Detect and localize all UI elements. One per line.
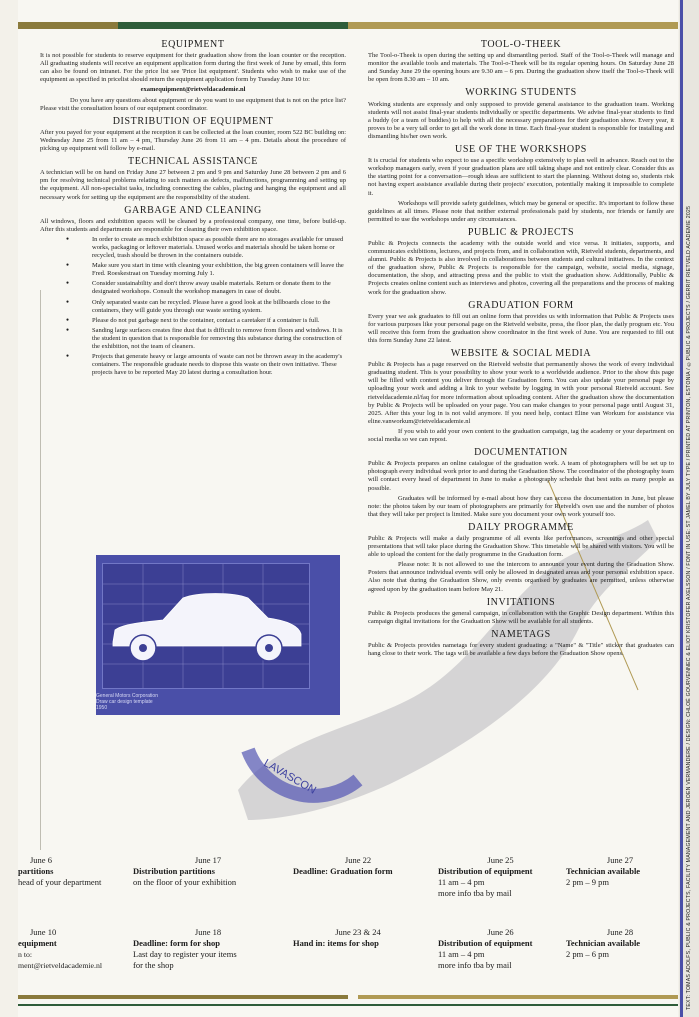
working-heading: WORKING STUDENTS <box>465 87 577 99</box>
workshops-heading: USE OF THE WORKSHOPS <box>455 144 587 156</box>
documentation-text: Public & Projects prepares an online catalogue of the graduation work. A team of photographers will be set up to photograph every individual work prior to and during the Graduation Show. The coordinator of the photography team will contact every head of department in June to make a photography schedule that best suits as many people as possible. <box>368 460 674 492</box>
website-heading: WEBSITE & SOCIAL MEDIA <box>450 348 592 360</box>
blue-edge-strip <box>680 0 683 1017</box>
timeline-item: June 25 Distribution of equipment 11 am – 4 pm more info tba by mail <box>438 855 533 898</box>
technical-text: A technician will be on hand on Friday June 27 between 2 pm and 9 pm and Saturday June 28 between 2 pm and 6 pm for resolving technical problems relating to such matters as defects, malfunctions, programming and setting up the equipment. All non-specialist tasks, including connecting the cables, placing and hanging the equipment and all necessary work for setting up the equipment are the responsibility of the student. <box>40 169 346 201</box>
svg-text:LAVASCON: LAVASCON <box>261 757 318 797</box>
timeline-item: June 26 Distribution of equipment 11 am – 4 pm more info tba by mail <box>438 927 533 970</box>
bottom-bar-gold <box>358 995 678 999</box>
list-item: ● Consider sustainability and don't throw away usable materials. Return or donate them to the designated workshops. Consult the workshop managers in case of doubt. <box>92 280 346 296</box>
top-bar-green <box>118 22 348 29</box>
nametags-text: Public & Projects provides nametags for every student graduating: a "Name" & "Title" sticker that graduates can hang close to their work. The tags will be available a few days before the Graduation Show opens. <box>368 642 674 658</box>
form-text: Every year we ask graduates to fill out an online form that provides us with information that Public & Projects uses for various purposes like your personal page on the Rietveld website, press, the floor plan, the daily program etc. You will receive this form from the graduation show coordinator in the first week of June. You are requested to fill out this form Sunday June 22 latest. <box>368 312 674 344</box>
timeline-item: June 10 equipment n to: ment@rietveldacademie.nl <box>18 927 103 970</box>
list-item: ● Make sure you start in time with cleaning your exhibition, the big green containers will leave the Fred. Roeskestraat on Tuesday morning July 1. <box>92 262 346 278</box>
website-text-2: If you wish to add your own content to the graduation campaign, tag the academy or your department on social media so we can repost. <box>368 427 674 444</box>
bottom-line-green <box>18 1004 678 1006</box>
daily-text: Public & Projects will make a daily programme of all events like performances, screenings and other special presentations that will take place during the Graduation Show. This timetable will be shared with visitors. You will be able to upload the content for the daily programme in the Graduation form. <box>368 534 674 559</box>
distribution-text: After you payed for your equipment at the reception it can be collected at the loan counter, room 522 BC building on: Wednesday June 25 from 11 am – 4 pm, Thursday June 26 from 11 am – 4 pm. Details about the procedure of picking up equipment will follow by e-mail. <box>40 128 346 153</box>
garbage-text: All windows, floors and exhibition spaces will be cleaned by a professional company, one time, before build-up. After this students and departments are responsible for cleaning their own exhibition space. <box>40 217 346 233</box>
timeline-item: June 18 Deadline: form for shop Last day to register your items for the shop <box>133 927 237 970</box>
vertical-credit-text: TEXT: TOMAS ADOLFS, PUBLIC & PROJECTS, FACILITY MANAGEMENT AND JEROEN VERMANDERE / DESIGN: CHLOÉ GOURVENNEC & ELIOT KRISTOFER AXELSSON / FONT IN USE: ST JAMEL BY JULY TYPE / PRINTED AT PRINTON, ESTONIA / ©PUBLIC & PROJECTS / GERRIT RIETVELD ACADEMIE 2025 <box>686 205 692 1010</box>
form-heading: GRADUATION FORM <box>468 299 574 311</box>
bottom-bar-olive <box>18 995 348 999</box>
documentation-text-2: Graduates will be informed by e-mail about how they can access the documentation in June, but please note: the photos taken by our team of photographers are primarily for Rietveld's own use and the number of photos that they will take per project is limited. Make sure you document your own work yourself too. <box>368 494 674 518</box>
nametags-heading: NAMETAGS <box>491 628 551 640</box>
car-blueprint-image <box>96 555 340 715</box>
daily-text-2: Please note: It is not allowed to use the intercom to announce your event during the Graduation Show. Posters that announce individual events will only be allowed in designated areas and your personal exhibition space. Also note that during the Graduation Show, only events organised by graduates are permitted, unless otherwise agreed upon by the graduation team before May 21. <box>368 561 674 593</box>
documentation-heading: DOCUMENTATION <box>474 447 568 459</box>
equipment-text: It is not possible for students to reserve equipment for their graduation show from the loan counter or the reception. All graduating students will receive an equipment application form during the first week of June by email, this form can also be found on intranet. For the price list see 'Price list equipment'. Students who wish to make use of the equipment as specified in pricelist should return the equipment application form by Tuesday June 10 to: <box>40 52 346 84</box>
equipment-heading: EQUIPMENT <box>161 39 225 50</box>
website-text: Public & Projects has a page reserved on the Rietveld website that permanently shows the work of every individual graduating student. This is your possibility to show your work to a worldwide audience. Prior to the show this page will be filled with content you deliver through the Graduation form. You can also update your personal page by uploading your work and adding a link to your website by logging in with your personal Rietveld account. See rietveldacademie.nl/faq for more information about uploading content. After the graduation show the documentation by Public & Projects will be uploaded on your page. You can make changes to your personal page until August 31, 2025. After this your log in is not valid anymore. If you need help, contact Eline van Workum for assistance via eline.vanworkum@rietveldacademie.nl <box>368 361 674 425</box>
invitations-text: Public & Projects produces the general campaign, in collaboration with the Graphic Design department. Within this campaign digital invitations for the Graduation Show will be available for all students. <box>368 609 674 625</box>
public-heading: PUBLIC & PROJECTS <box>467 226 575 238</box>
tool-text: The Tool-o-Theek is open during the setting up and dismantling period. Staff of the Tool-o-Theek will manage and monitor the available tools and materials. The Tool-o-Theek will be its regular opening hours. On Saturday June 28 and Sunday June 29 the opening hours are 9.30 am – 6 pm. During the graduation show itself the Tool-o-Theek will be open from 8.30 am – 10 am. <box>368 52 674 84</box>
garbage-heading: GARBAGE AND CLEANING <box>124 204 262 216</box>
daily-heading: DAILY PROGRAMME <box>468 521 574 533</box>
invitations-heading: INVITATIONS <box>486 596 556 608</box>
poster-page <box>18 0 678 1017</box>
workshops-text-2: Workshops will provide safety guidelines, which may be general or specific. It's important to follow these guidelines at all times. Please note that neither external professionals paid by students, nor friends or family are permitted to use the workshops under any circumstances. <box>368 199 674 223</box>
list-item: ● Sanding large surfaces creates fine dust that is difficult to remove from floors and windows. It is the student in question that is responsible for removing this substance during the construction of the exhibition, not the team of cleaners. <box>92 327 346 351</box>
garbage-list <box>40 236 346 378</box>
top-bar-olive <box>18 22 118 29</box>
distribution-heading: DISTRIBUTION OF EQUIPMENT <box>112 115 274 127</box>
equipment-text-2: Do you have any questions about equipment or do you want to use equipment that is not on the price list? Please visit the consultation hours of our equipment coordinator. <box>40 96 346 112</box>
public-text: Public & Projects connects the academy with the outside world and vice versa. It initiates, supports, and communicates exhibitions, lectures, and projects from, and in collaboration with, Rietveld students, departments, and alumni. Public & Projects is also involved in collaborations between students and cultural initiatives. In the context of the graduation show, Public & Projects is responsible for the campaign, website, social media, signage, documentation, the shop, and attracting press and the public to visit the graduation show. Additionally, Public & Projects creates online content such as interviews and photos, covering all the preparations and the process of making work for the graduation show. <box>368 239 674 296</box>
tool-heading: TOOL-O-THEEK <box>480 39 562 50</box>
list-item: ● Only separated waste can be recycled. Please have a good look at the billboards close to the containers, they will guide you through our waste sorting system. <box>92 299 346 315</box>
timeline-item: June 6 partitions head of your department <box>18 855 102 887</box>
technical-heading: TECHNICAL ASSISTANCE <box>127 156 258 168</box>
top-bar-gold <box>348 22 678 29</box>
timeline <box>18 855 678 985</box>
workshops-text: It is crucial for students who expect to use a specific workshop extensively to plan well in advance. Reach out to the workshop managers early, even if your graduation plans are still taking shape and not entirely clear. Consider this as the starting point for a conversation—rough ideas are sufficient to start the planning. Without doing so, students risk not having expert assistance available during their projects' execution, potentially making it impossible to complete it. <box>368 157 674 197</box>
timeline-item: June 22 Deadline: Graduation form <box>293 855 393 876</box>
equipment-email[interactable]: examequipment@rietveldacademie.nl <box>140 86 246 94</box>
blueprint-frame <box>102 563 310 689</box>
timeline-item: June 28 Technician available 2 pm – 6 pm <box>566 927 641 959</box>
working-text: Working students are expressly and only supposed to provide general assistance to the graduation team. Working students will not assist final-year students individually or specific departments. We advise final-year students to find a buddy (or a team of buddies) to help with all the necessary preparations for their graduation show. Every year, it proves to be a very tall order to get all the work done in time. Each final-year student is responsible for installing and dismantling his/her own work. <box>368 100 674 140</box>
image-caption: General Motors Corporation Draw car design template 1950 <box>96 693 158 711</box>
list-item: ● In order to create as much exhibition space as possible there are no storages available for unused works, packaging or leftover materials. Unused works and materials should be taken home or recycled, trash should be thrown in the containers outside. <box>92 236 346 260</box>
car-drawing <box>103 564 309 688</box>
right-column <box>368 36 674 660</box>
list-item: ● Please do not put garbage next to the container, contact a caretaker if a container is full. <box>92 317 346 325</box>
timeline-item: June 23 & 24 Hand in: items for shop <box>293 927 381 948</box>
left-column <box>40 36 346 379</box>
timeline-item: June 17 Distribution partitions on the floor of your exhibition <box>133 855 237 887</box>
list-item: ● Projects that generate heavy or large amounts of waste can not be thrown away in the academy's containers. The responsible graduate needs to dispose this waste on their own initiative. These projects have to be reported May 20 latest during a consultation hour. <box>92 353 346 377</box>
timeline-item: June 27 Technician available 2 pm – 9 pm <box>566 855 641 887</box>
